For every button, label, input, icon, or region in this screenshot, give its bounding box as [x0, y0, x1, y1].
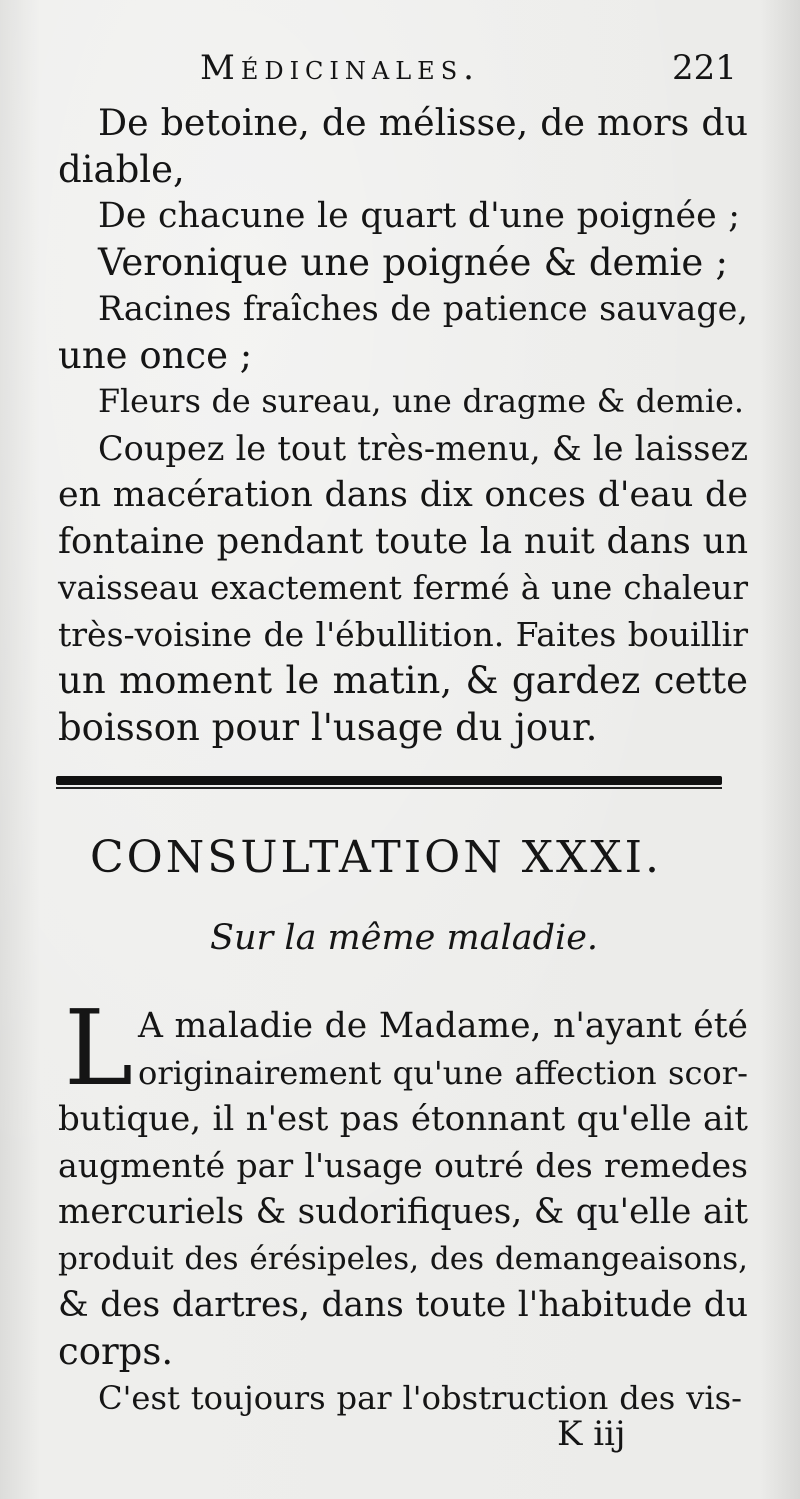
page-number: 221 — [672, 48, 737, 88]
recipe-line: boisson pour l'usage du jour. — [58, 705, 598, 749]
recipe-line: Veronique une poignée & demie ; — [98, 240, 728, 284]
recipe-line: Coupez le tout très-menu, & le laissez — [98, 428, 748, 468]
section-heading: CONSULTATION XXXI. — [90, 832, 663, 883]
body-line: mercuriels & sudorifiques, & qu'elle ait — [58, 1192, 748, 1232]
recipe-line: De betoine, de mélisse, de mors du — [98, 101, 748, 144]
body-text — [58, 1096, 748, 1422]
body-line: produit des érésipeles, des demangeaisons, — [58, 1240, 748, 1277]
body-line: A maladie de Madame, n'ayant été — [138, 1006, 748, 1046]
recipe-line: vaisseau exactement fermé à une chaleur — [58, 569, 748, 607]
body-line: butique, il n'est pas étonnant qu'elle ait — [58, 1099, 748, 1139]
section-divider — [56, 776, 722, 790]
recipe-text — [58, 100, 748, 751]
recipe-line: en macération dans dix onces d'eau de — [58, 475, 748, 515]
page-header — [0, 48, 800, 98]
recipe-line: Fleurs de sureau, une dragme & demie. — [98, 384, 744, 420]
drop-cap: L — [64, 987, 134, 1109]
body-line: augmenté par l'usage outré des remedes — [58, 1145, 748, 1185]
recipe-line: une once ; — [58, 333, 253, 377]
recipe-line: très-voisine de l'ébullition. Faites bouillir — [58, 614, 748, 654]
body-line: C'est toujours par l'obstruction des vis- — [98, 1379, 742, 1417]
recipe-line: Racines fraîches de patience sauvage, — [98, 289, 748, 328]
recipe-line: un moment le matin, & gardez cette — [58, 659, 748, 702]
body-line: originairement qu'une affection scor- — [138, 1053, 748, 1092]
body-line: corps. — [58, 1329, 174, 1373]
body-line: & des dartres, dans toute l'habitude du — [58, 1285, 748, 1325]
section-subheading: Sur la même maladie. — [210, 918, 599, 958]
opening-lines — [138, 1003, 748, 1096]
recipe-line: diable, — [58, 147, 185, 191]
recipe-line: De chacune le quart d'une poignée ; — [98, 196, 740, 236]
recipe-line: fontaine pendant toute la nuit dans un — [58, 520, 748, 562]
running-title: Médicinales. — [200, 48, 480, 88]
catchword: K iij — [557, 1414, 626, 1454]
